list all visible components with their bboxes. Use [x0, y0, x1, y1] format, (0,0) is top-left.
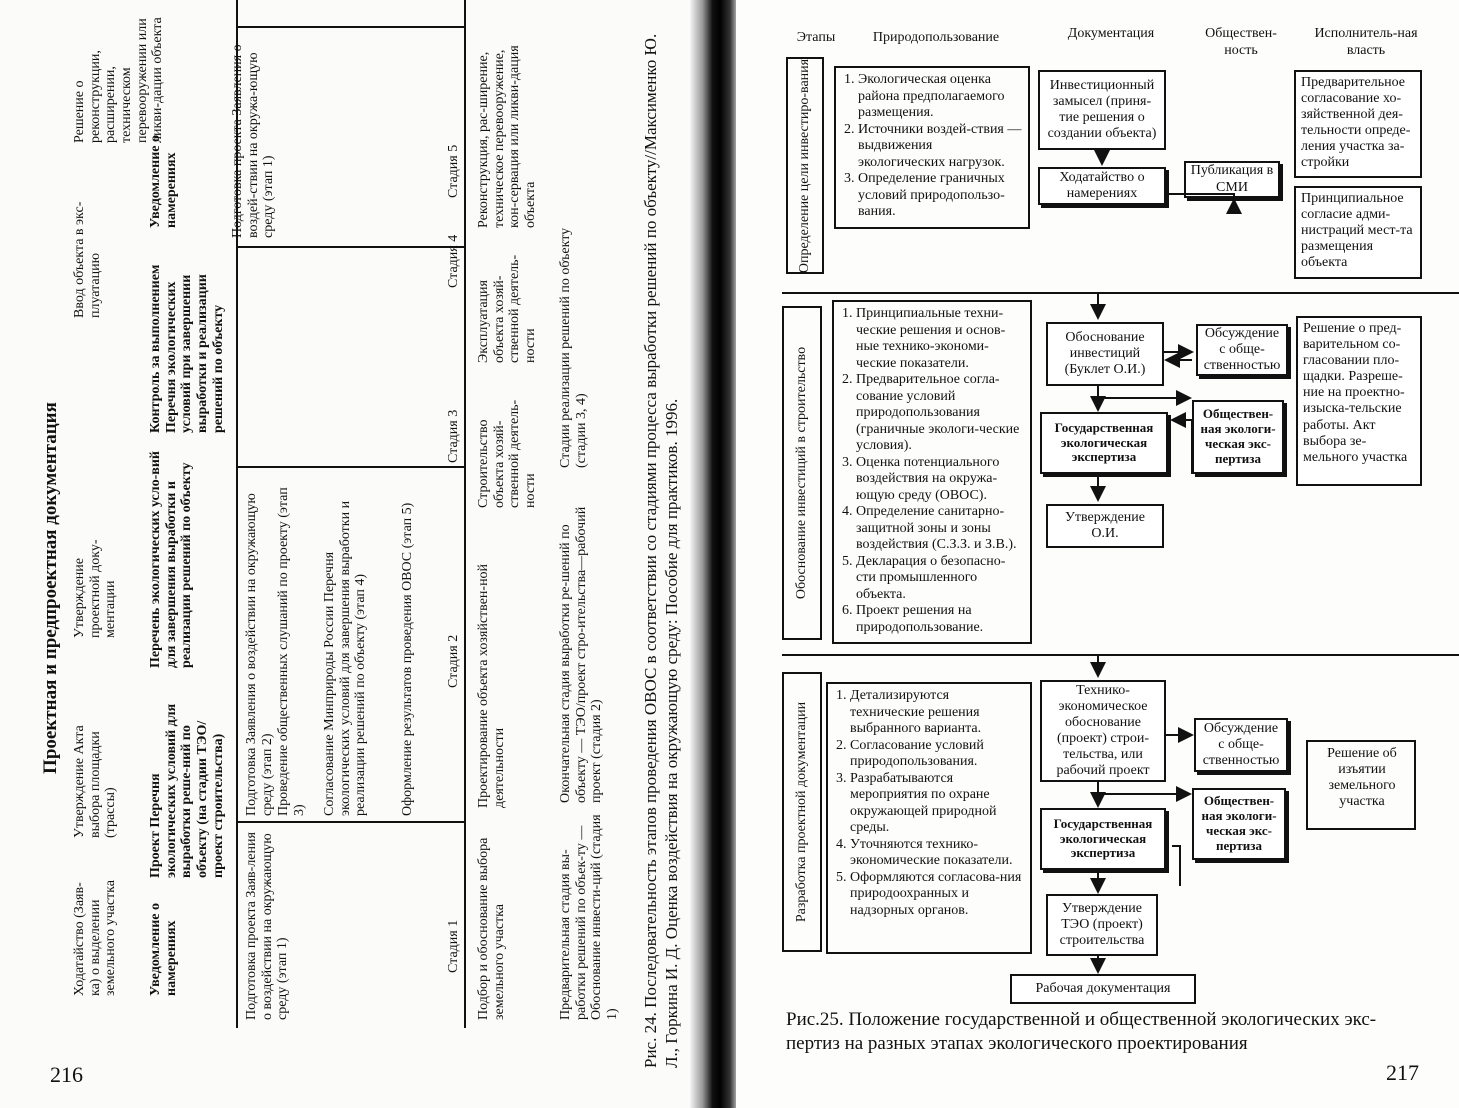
- rotated-table-figure: [0, 0, 712, 1108]
- stage3-doc-approval: Утверждение ТЭО (проект) строительства: [1046, 894, 1158, 956]
- stage2-cell-d: Оформление результатов проведения ОВОС (этап 5): [400, 502, 415, 816]
- stage3-nature-list: [826, 682, 1032, 954]
- bold-row-cell-3: Перечень экологических усло-вий для завершения выработки и реализации решений по объекту: [148, 451, 195, 668]
- stage2-label-box: [782, 306, 822, 640]
- stage2-list-item-3: 3. Оценка потенциального воздействия на окружа-ющую среду (ОВОС).: [856, 455, 1024, 505]
- doc-stage-cell-3: Стадии реализации решений по объекту (стадии 3, 4): [558, 227, 589, 468]
- stage-divider-2: [236, 466, 466, 468]
- activity-cell-5: Реконструкция, рас-ширение, техническое перевооружение, кон-сервация или ликви-дация объекта: [476, 45, 539, 228]
- top-row-cell-5: Решение о реконструкции, расширении, техническом перевооружении или ликви-дации объекта: [72, 17, 166, 143]
- final-working-documentation: Рабочая документация: [1010, 974, 1196, 1004]
- stage2-doc-investment-justification: Обоснование инвестиций (Буклет О.И.): [1046, 322, 1164, 386]
- stage1-list-item-2: 2. Источники воздей-ствия — выдвижения экологических нагрузок.: [858, 122, 1022, 172]
- stage5-cell: Подготовка проекта Заявления о воздей-ствии на окружа-ющую среду (этап 1): [230, 44, 277, 238]
- left-page: [0, 0, 712, 1108]
- stage1-cell: Подготовка проекта Заяв-ления о воздействии на окружающую среду (этап 1): [244, 832, 291, 1020]
- stage-separator-1: [782, 292, 1459, 294]
- doc-stage-cell-1: Предварительная стадия вы-работки решений по объек-ту — Обоснование инвести-ций (стадия 1): [558, 814, 621, 1020]
- page-number-left: 216: [50, 1062, 83, 1087]
- table-bottom-line: [464, 0, 466, 1028]
- stage-separator-2: [782, 654, 1459, 656]
- top-row-cell-2: Утверждение Акта выбора площадки (трассы): [72, 725, 119, 838]
- stage1-list-item-3: 3. Определение граничных условий природопользо-вания.: [858, 171, 1022, 221]
- stage-label-4: Стадия 4: [446, 234, 461, 288]
- figure-25-caption: Рис.25. Положение государственной и общественной экологических экс-пертиз на разных этапах экологического проектирования: [786, 1009, 1377, 1054]
- top-row-cell-3: Утверждение проектной доку-ментации: [72, 539, 119, 638]
- stage2-public-expertise: Обществен-ная экологи-ческая экс-пертиза: [1192, 400, 1284, 474]
- book-spine-shadow: [690, 0, 740, 1108]
- stage-label-3: Стадия 3: [446, 409, 461, 463]
- stage3-exec-border: [1306, 740, 1416, 830]
- col-header-public: Обществен-ность: [1205, 26, 1277, 58]
- stage3-label-box: [782, 672, 822, 952]
- right-page: [736, 0, 1459, 1108]
- stage1-list-item-1: 1. Экологическая оценка района предполагаемого размещения.: [858, 72, 1022, 122]
- stage2-list-item-4: 4. Определение санитарно-защитной зоны и зоны воздействия (С.З.З. и З.В.).: [856, 504, 1024, 554]
- stage3-list-item-4: 4. Уточняются технико-экономические показатели.: [850, 837, 1024, 870]
- table-title: Проектная и предпроектная документация: [40, 402, 61, 774]
- stage1-label: Определение цели инвестиро-вания: [796, 58, 812, 273]
- col-header-nature-use: Природопользование: [872, 30, 1000, 45]
- bold-row-cell-4: Контроль за выполнением Перечня экологических условий при завершении выработки и реализации решений по объекту: [148, 264, 226, 433]
- bold-row-cell-5: Уведомление о намерениях: [148, 135, 179, 228]
- stage1-exec-principal-consent: Принципиальное согласие адми-нистраций мест-та размещения объекта: [1294, 186, 1422, 279]
- activity-cell-4: Эксплуатация объекта хозяй-ственной деятель-ности: [476, 254, 539, 363]
- stage2-cell-c: Согласование Минприроды России Перечня экологических условий для завершения выработки и реализации решений по объекту (этап 4): [322, 500, 369, 816]
- top-row-cell-1: Ходатайство (Заяв-ка) о выделении земельного участка: [72, 880, 119, 996]
- stage3-list-item-1: 1. Детализируются технические решения выбранного варианта.: [850, 688, 1024, 738]
- stage3-public-expertise: Обществен-ная экологи-ческая экс-пертиза: [1192, 788, 1286, 860]
- stage-divider-3: [236, 246, 466, 248]
- bold-row-cell-1: Уведомление о намерениях: [148, 903, 179, 996]
- activity-cell-1: Подбор и обоснование выбора земельного участка: [476, 837, 507, 1020]
- stage3-list-item-3: 3. Разрабатываются мероприятия по охране окружающей природной среды.: [850, 771, 1024, 837]
- stage1-exec-preliminary: Предварительное согласование хо-зяйственной дея-тельности опреде-ления участка за-стройки: [1294, 70, 1422, 178]
- stage2-doc-state-expertise: Государственная экологическая экспертиза: [1040, 412, 1168, 474]
- stage-label-1: Стадия 1: [446, 919, 461, 973]
- stage3-list-item-5: 5. Оформляются согласова-ния природоохранных и надзорных органов.: [850, 870, 1024, 920]
- stage-divider-1: [236, 821, 466, 823]
- stage1-doc-investment-idea: Инвестиционный замысел (приня-тие решения о создании объекта): [1038, 70, 1166, 150]
- stage-label-5: Стадия 5: [446, 144, 461, 198]
- stage2-list-item-5: 5. Декларация о безопасно-сти промышленного объекта.: [856, 554, 1024, 604]
- stage2-cell-b: Проведение общественных слушаний по проекту (этап 3): [276, 487, 307, 816]
- stage3-list-item-2: 2. Согласование условий природопользования.: [850, 738, 1024, 771]
- stage2-label: Обоснование инвестиций в строительство: [793, 346, 809, 600]
- stage3-public-discussion: Обсуждение с обще-ственностью: [1194, 718, 1288, 772]
- activity-cell-3: Строительство объекта хозяй-ственной деятель-ности: [476, 399, 539, 508]
- col-header-documentation: Документация: [1067, 26, 1155, 41]
- stage3-doc-state-expertise: Государственная экологическая экспертиза: [1040, 808, 1166, 870]
- stage2-list-item-6: 6. Проект решения на природопользование.: [856, 603, 1024, 636]
- col-header-stages: Этапы: [796, 30, 836, 45]
- stage-divider-4: [236, 26, 466, 28]
- stage3-exec-decision: Решение об изъятии земельного участка: [1327, 745, 1397, 810]
- stage2-list-item-2: 2. Предварительное согла-сование условий природопользования (граничные экологи-ческие условия).: [856, 372, 1024, 455]
- stage1-public-media: Публикация в СМИ: [1184, 161, 1280, 198]
- col-header-executive: Исполнитель-ная власть: [1314, 26, 1418, 58]
- stage2-exec-decision: Решение о пред-варительном со-гласовании пло-щадки. Разреше-ние на проектно-изыска-тельские работы. Акт выбора зе-мельного участка: [1296, 316, 1422, 486]
- top-row-cell-4: Ввод объекта в экс-плуатацию: [72, 201, 103, 318]
- page-number-right: 217: [1386, 1060, 1419, 1085]
- stage2-nature-list: [832, 300, 1032, 644]
- stage1-doc-petition: Ходатайство о намерениях: [1038, 167, 1166, 205]
- doc-stage-cell-2: Окончательная стадия выработки ре-шений по объекту — ТЭО/проект стро-ительства—рабочий проект (стадия 2): [558, 506, 605, 803]
- figure-24-caption: Рис. 24. Последовательность этапов проведения ОВОС в соответствии со стадиями процесса выработки решений по объекту//Максименко Ю. Л., Горкина И. Д. Оценка воздействия на окружающую среду: Пособие для практиков. 1996.: [641, 33, 682, 1068]
- stage3-doc-feasibility: Технико-экономическое обоснование (проект) строи-тельства, или рабочий проект: [1040, 680, 1166, 782]
- stage2-doc-approval: Утверждение О.И.: [1046, 504, 1164, 548]
- stage2-cell-a: Подготовка Заявления о воздействии на окружающую среду (этап 2): [244, 493, 275, 816]
- bold-row-cell-2: Проект Перечня экологических условий для выработки реше-ний по объекту (на стадии ТЭО/проект строительства): [148, 703, 226, 878]
- stage2-list-item-1: 1. Принципиальные техни-ческие решения и основ-ные технико-экономи-ческие показатели.: [856, 306, 1024, 372]
- stage-label-2: Стадия 2: [446, 634, 461, 688]
- stage2-public-discussion: Обсуждение с обще-ственностью: [1196, 324, 1288, 376]
- activity-cell-2: Проектирование объекта хозяйствен-ной деятельности: [476, 563, 507, 808]
- stage3-label: Разработка проектной документации: [793, 701, 809, 923]
